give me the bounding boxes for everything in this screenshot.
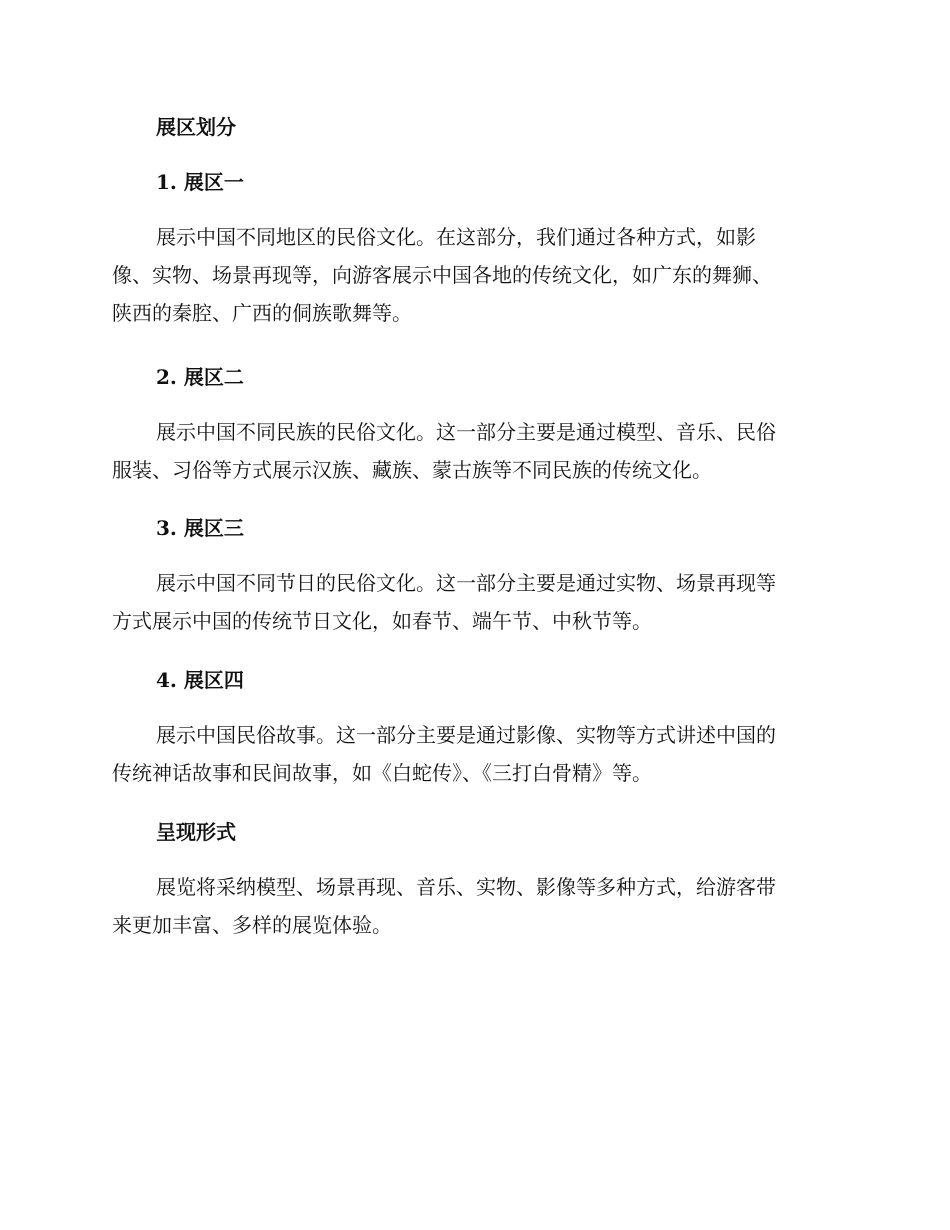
paragraph-zone-1 (112, 218, 834, 332)
paragraph-line: 展览将采纳模型、场景再现、音乐、实物、影像等多种方式，给游客带 (156, 875, 776, 899)
paragraph-line: 展示中国不同地区的民俗文化。在这部分，我们通过各种方式，如影 (156, 225, 756, 249)
paragraph-zone-2 (112, 413, 834, 489)
paragraph-zone-4 (112, 716, 834, 792)
section-heading-exhibit-zones: 展区划分 (156, 115, 236, 139)
paragraph-line: 像、实物、场景再现等，向游客展示中国各地的传统文化，如广东的舞狮、 (112, 263, 772, 287)
paragraph-line: 展示中国民俗故事。这一部分主要是通过影像、实物等方式讲述中国的 (156, 723, 776, 747)
section-heading-zone-2: 2. 展区二 (156, 365, 244, 389)
paragraph-line: 传统神话故事和民间故事，如《白蛇传》、《三打白骨精》等。 (112, 761, 652, 785)
paragraph-line: 方式展示中国的传统节日文化，如春节、端午节、中秋节等。 (112, 609, 652, 633)
paragraph-line: 陕西的秦腔、广西的侗族歌舞等。 (112, 301, 412, 325)
paragraph-zone-3 (112, 564, 834, 640)
paragraph-line: 展示中国不同节日的民俗文化。这一部分主要是通过实物、场景再现等 (156, 571, 776, 595)
paragraph-line: 来更加丰富、多样的展览体验。 (112, 913, 392, 937)
section-heading-zone-4: 4. 展区四 (156, 668, 244, 692)
paragraph-line: 服装、习俗等方式展示汉族、藏族、蒙古族等不同民族的传统文化。 (112, 458, 712, 482)
paragraph-line: 展示中国不同民族的民俗文化。这一部分主要是通过模型、音乐、民俗 (156, 420, 776, 444)
paragraph-presentation-form (112, 868, 834, 944)
section-heading-zone-1: 1. 展区一 (156, 170, 244, 194)
section-heading-presentation-form: 呈现形式 (156, 820, 236, 844)
section-heading-zone-3: 3. 展区三 (156, 516, 244, 540)
